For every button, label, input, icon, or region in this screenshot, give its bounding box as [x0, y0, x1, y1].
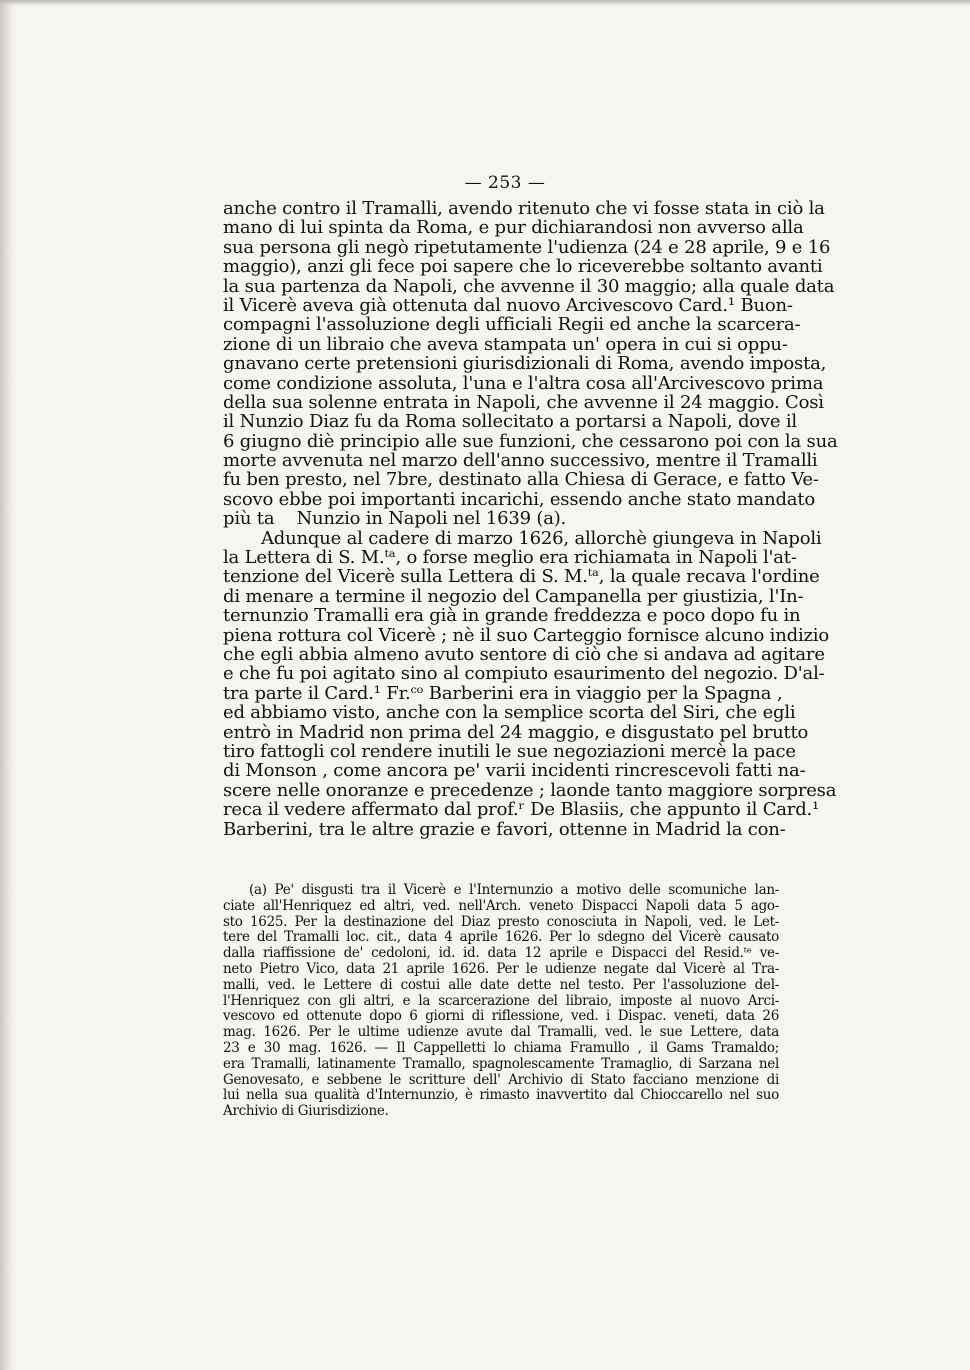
main-text: [223, 198, 838, 840]
text-line: scovo ebbe poi importanti incarichi, essendo anche stato mandato: [223, 488, 815, 510]
text-line: che egli abbia almeno avuto sentore di ciò che si andava ad agitare: [223, 643, 825, 665]
footnote-line: (a) Pe' disgusti tra il Vicerè e l'Internunzio a motivo delle scomuniche lan-: [249, 882, 779, 898]
page-number: — 253 —: [464, 173, 546, 193]
text-line: tiro fattogli col rendere inutili le sue negoziazioni mercè la pace: [223, 740, 796, 762]
text-line: gnavano certe pretensioni giurisdizionali di Roma, avendo imposta,: [223, 353, 827, 375]
text-line: di menare a termine il negozio del Campanella per giustizia, l'In-: [223, 585, 804, 607]
footnote-line: Archivio di Giurisdizione.: [223, 1103, 389, 1120]
text-line: mano di lui spinta da Roma, e pur dichiarandosi non avverso alla: [223, 217, 804, 239]
footnote-line: l'Henriquez con gli altri, e la scarcerazione del libraio, imposte al nuovo Arci-: [223, 992, 779, 1009]
text-line: tenzione del Vicerè sulla Lettera di S. M.ᵗᵃ, la quale recava l'ordine: [223, 566, 820, 588]
text-line: compagni l'assoluzione degli ufficiali Regii ed anche la scarcera-: [223, 314, 801, 336]
text-line: ternunzio Tramalli era già in grande freddezza e poco dopo fu in: [223, 605, 801, 627]
text-line: sua persona gli negò ripetutamente l'udienza (24 e 28 aprile, 9 e 16: [223, 236, 831, 258]
footnote-line: era Tramalli, latinamente Tramallo, spagnolescamente Tramaglio, di Sarzana nel: [223, 1055, 779, 1072]
text-line: tra parte il Card.¹ Fr.ᶜᵒ Barberini era in viaggio per la Spagna ,: [223, 682, 783, 704]
footnote-line: Genovesato, e sebbene le scritture dell' Archivio di Stato facciano menzione di: [223, 1071, 779, 1088]
footnote-line: malli, ved. le Lettere di costui alle date dette nel testo. Per l'assoluzione del-: [223, 976, 779, 993]
footnote-line: vescovo ed ottenute dopo 6 giorni di riflessione, ved. i Dispac. veneti, data 26: [223, 1008, 779, 1025]
text-line: 6 giugno diè principio alle sue funzioni, che cessarono poi con la sua: [223, 430, 838, 452]
footnote-line: mag. 1626. Per le ultime udienze avute dal Tramalli, ved. le sue Lettere, data: [223, 1024, 779, 1041]
footnote-line: tere del Tramalli loc. cit., data 4 aprile 1626. Per lo sdegno del Vicerè causato: [223, 929, 779, 946]
text-line: e che fu poi agitato sino al compiuto esaurimento del negozio. D'al-: [223, 663, 825, 685]
footnote-line: ciate all'Henriquez ed altri, ved. nell'Arch. veneto Dispacci Napoli data 5 ago-: [223, 897, 779, 914]
footnote-line: sto 1625. Per la destinazione del Diaz presto conosciuta in Napoli, ved. le Let-: [223, 913, 779, 930]
text-line: ed abbiamo visto, anche con la semplice scorta del Siri, che egli: [223, 702, 796, 724]
text-line: anche contro il Tramalli, avendo ritenuto che vi fosse stata in ciò la: [223, 198, 825, 219]
text-line: scere nelle onoranze e precedenze ; laonde tanto maggiore sorpresa: [223, 779, 837, 801]
text-line: come condizione assoluta, l'una e l'altra cosa all'Arcivescovo prima: [223, 372, 824, 394]
text-line: maggio), anzi gli fece poi sapere che lo riceverebbe soltanto avanti: [223, 256, 823, 278]
text-line: la Lettera di S. M.ᵗᵃ, o forse meglio era richiamata in Napoli l'at-: [223, 547, 797, 569]
scan-edge-shadow: [0, 0, 14, 1370]
footnote: [223, 883, 779, 1120]
text-line: Barberini, tra le altre grazie e favori, ottenne in Madrid la con-: [223, 818, 786, 840]
text-line: piena rottura col Vicerè ; nè il suo Carteggio fornisce alcuno indizio: [223, 624, 829, 646]
scan-top-shadow: [0, 0, 970, 6]
footnote-line: lui nella sua qualità d'Internunzio, è rimasto inavvertito dal Chioccarello nel suo: [223, 1087, 779, 1104]
paragraph-start-line: Adunque al cadere di marzo 1626, allorchè giungeva in Napoli: [261, 527, 822, 549]
footnote-line: neto Pietro Vico, data 21 aprile 1626. Per le udienze negate dal Vicerè al Tra-: [223, 960, 779, 977]
text-line: morte avvenuta nel marzo dell'anno successivo, mentre il Tramalli: [223, 450, 818, 472]
text-line: più ta Nunzio in Napoli nel 1639 (a).: [223, 508, 567, 530]
text-line: zione di un libraio che aveva stampata un' opera in cui si oppu-: [223, 333, 788, 355]
text-line: della sua solenne entrata in Napoli, che avvenne il 24 maggio. Così: [223, 391, 824, 413]
text-line: il Nunzio Diaz fu da Roma sollecitato a portarsi a Napoli, dove il: [223, 411, 797, 433]
text-line: entrò in Madrid non prima del 24 maggio, e disgustato pel brutto: [223, 721, 809, 743]
text-line: la sua partenza da Napoli, che avvenne il 30 maggio; alla quale data: [223, 275, 835, 297]
text-line: il Vicerè aveva già ottenuta dal nuovo Arcivescovo Card.¹ Buon-: [223, 294, 793, 316]
text-line: reca il vedere affermato dal prof.ʳ De Blasiis, che appunto il Card.¹: [223, 799, 820, 821]
text-line: fu ben presto, nel 7bre, destinato alla Chiesa di Gerace, e fatto Ve-: [223, 469, 819, 491]
footnote-line: 23 e 30 mag. 1626. — Il Cappelletti lo chiama Framullo , il Gams Tramaldo;: [223, 1039, 779, 1056]
footnote-line: dalla riaffissione de' cedoloni, id. id. data 12 aprile e Dispacci del Resid.ᵗᵉ ve-: [223, 945, 779, 962]
text-line: di Monson , come ancora pe' varii incidenti rincrescevoli fatti na-: [223, 760, 806, 782]
